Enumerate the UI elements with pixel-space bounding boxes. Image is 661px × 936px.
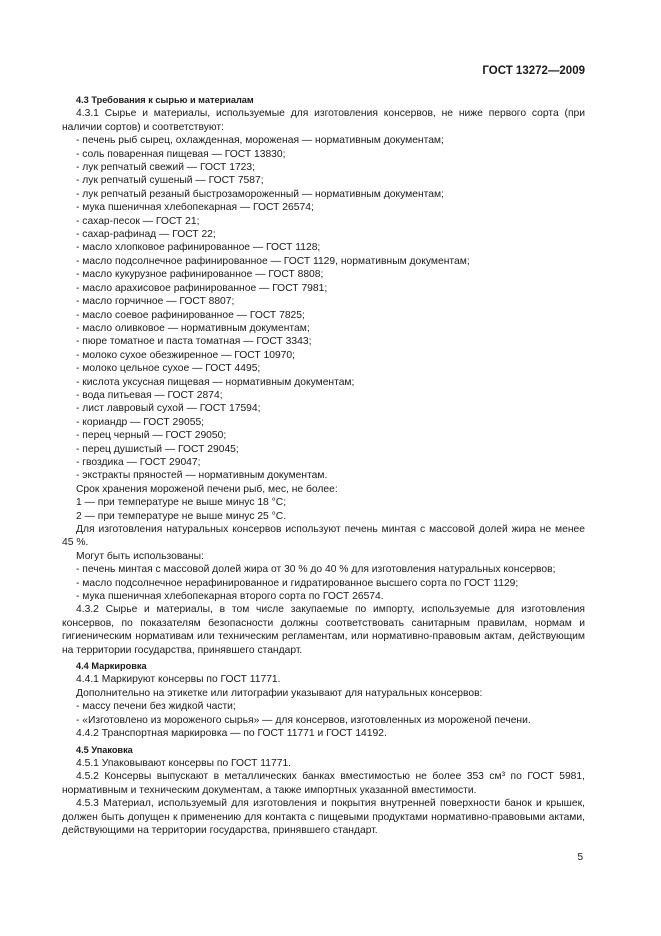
- list-item: - лук репчатый свежий — ГОСТ 1723;: [76, 162, 255, 174]
- list-item: - лист лавровый сухой — ГОСТ 17594;: [76, 403, 261, 415]
- list-item: - мука пшеничная хлебопекарная — ГОСТ 26574;: [76, 202, 314, 214]
- paragraph-4-4-1-extra: Дополнительно на этикетке или литографии указывают для натуральных консервов:: [76, 687, 483, 699]
- document-body: [62, 94, 585, 837]
- list-item: - печень рыб сырец, охлажденная, мороженая — нормативным документам;: [76, 135, 444, 147]
- list-item: - молоко сухое обезжиренное — ГОСТ 10970;: [76, 349, 295, 361]
- list-item: 1 — при температуре не выше минус 18 °С;: [76, 497, 287, 509]
- list-item: - масло кукурузное рафинированное — ГОСТ 8808;: [76, 269, 324, 281]
- list-item: - соль поваренная пищевая — ГОСТ 13830;: [76, 148, 286, 160]
- materials-list: [62, 134, 585, 483]
- list-item: - молоко цельное сухое — ГОСТ 4495;: [76, 363, 261, 375]
- list-item: - лук репчатый сушеный — ГОСТ 7587;: [76, 175, 264, 187]
- paragraph-4-3-2: 4.3.2 Сырье и материалы, в том числе закупаемые по импорту, используемые для изготовления консервов, по показателям безопасности должны соответствовать санитарным правилам, нормам и гигиеническим нормативам или техническим регламентам, или нормативно-правовым актам, действующим на территории государства, принявшего стандарт.: [62, 604, 585, 656]
- page-number: 5: [577, 852, 583, 863]
- paragraph-4-5-3: 4.5.3 Материал, используемый для изготовления и покрытия внутренней поверхности банок и крышек, должен быть допущен к применению для контакта с пищевыми продуктами нормативно-правовыми актами, действующими на территории государства, принявшего стандарт.: [62, 798, 585, 836]
- section-heading-4-3: 4.3 Требования к сырью и материалам: [76, 95, 254, 105]
- list-item: - перец душистый — ГОСТ 29045;: [76, 443, 239, 455]
- list-item: - масло соевое рафинированное — ГОСТ 7825;: [76, 309, 305, 321]
- natural-note: Для изготовления натуральных консервов используют печень минтая с массовой долей жира не менее 45 %.: [62, 524, 585, 549]
- list-item: - масло арахисовое рафинированное — ГОСТ 7981;: [76, 282, 328, 294]
- list-item: - «Изготовлено из мороженого сырья» — для консервов, изготовленных из мороженой печени.: [76, 714, 531, 726]
- list-item: - сахар-песок — ГОСТ 21;: [76, 215, 200, 227]
- section-heading-4-5: 4.5 Упаковка: [76, 744, 133, 755]
- list-item: - масло хлопковое рафинированное — ГОСТ 1128;: [76, 242, 321, 254]
- list-item: 2 — при температуре не выше минус 25 °С.: [76, 510, 287, 522]
- list-item: - масло оливковое — нормативным документам;: [76, 322, 310, 334]
- list-item: - гвоздика — ГОСТ 29047;: [76, 456, 201, 468]
- list-item: - сахар-рафинад — ГОСТ 22;: [76, 229, 216, 241]
- list-item: - кислота уксусная пищевая — нормативным документам;: [76, 376, 355, 388]
- marking-list: [62, 700, 585, 727]
- list-item: - вода питьевая — ГОСТ 2874;: [76, 389, 223, 401]
- may-use-list: [62, 563, 585, 603]
- list-item: - пюре томатное и паста томатная — ГОСТ 3343;: [76, 336, 312, 348]
- storage-list: [62, 496, 585, 523]
- document-header: ГОСТ 13272—2009: [482, 65, 585, 77]
- list-item: - масло подсолнечное нерафинированное и гидратированное высшего сорта по ГОСТ 1129;: [76, 577, 519, 589]
- paragraph-4-3-1: 4.3.1 Сырье и материалы, используемые для изготовления консервов, не ниже первого сорта (при наличии сортов) и соответствуют:: [62, 108, 585, 133]
- paragraph-4-4-2: 4.4.2 Транспортная маркировка — по ГОСТ 11771 и ГОСТ 14192.: [76, 728, 387, 740]
- list-item: - перец черный — ГОСТ 29050;: [76, 430, 227, 442]
- paragraph-4-4-1: 4.4.1 Маркируют консервы по ГОСТ 11771.: [76, 674, 281, 686]
- storage-intro: Срок хранения мороженой печени рыб, мес, не более:: [76, 483, 338, 495]
- list-item: - масло подсолнечное рафинированное — ГОСТ 1129, нормативным документам;: [76, 255, 470, 267]
- paragraph-4-5-2: 4.5.2 Консервы выпускают в металлических банках вместимостью не более 353 см³ по ГОСТ 5981, нормативным и техническим документам, а также импортных указанной вместимости.: [62, 771, 585, 796]
- list-item: - кориандр — ГОСТ 29055;: [76, 416, 205, 428]
- list-item: - экстракты пряностей — нормативным документам.: [76, 470, 328, 482]
- list-item: - масло горчичное — ГОСТ 8807;: [76, 296, 235, 308]
- list-item: - печень минтая с массовой долей жира от 30 % до 40 % для изготовления натуральных консервов;: [76, 564, 556, 576]
- list-item: - мука пшеничная хлебопекарная второго сорта по ГОСТ 26574.: [76, 591, 384, 603]
- list-item: - массу печени без жидкой части;: [76, 701, 236, 713]
- may-use-intro: Могут быть использованы:: [76, 550, 204, 562]
- list-item: - лук репчатый резаный быстрозамороженный — нормативным документам;: [76, 188, 444, 200]
- section-heading-4-4: 4.4 Маркировка: [76, 661, 147, 672]
- paragraph-4-5-1: 4.5.1 Упаковывают консервы по ГОСТ 11771.: [76, 757, 292, 769]
